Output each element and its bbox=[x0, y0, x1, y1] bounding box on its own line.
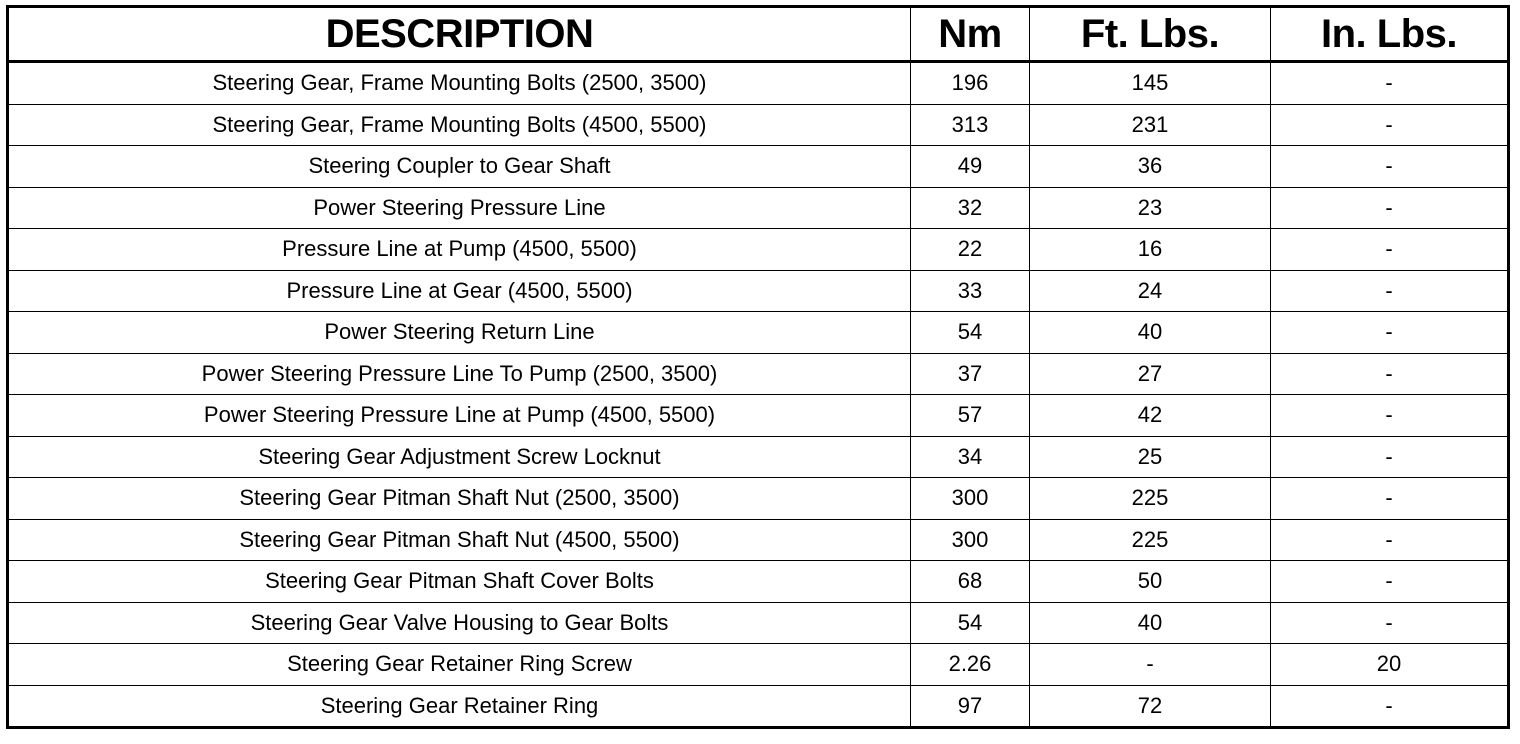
cell-nm: 32 bbox=[911, 187, 1030, 229]
cell-description: Steering Gear Pitman Shaft Nut (4500, 5500) bbox=[8, 519, 911, 561]
table-row bbox=[8, 104, 1509, 146]
table-row bbox=[8, 395, 1509, 437]
table-row bbox=[8, 644, 1509, 686]
cell-ft-lbs: 50 bbox=[1030, 561, 1271, 603]
cell-ft-lbs: 225 bbox=[1030, 478, 1271, 520]
header-in-lbs: In. Lbs. bbox=[1271, 7, 1509, 62]
cell-ft-lbs: 72 bbox=[1030, 685, 1271, 728]
cell-in-lbs: - bbox=[1271, 561, 1509, 603]
cell-description: Steering Gear Pitman Shaft Cover Bolts bbox=[8, 561, 911, 603]
cell-in-lbs: - bbox=[1271, 685, 1509, 728]
table-row bbox=[8, 312, 1509, 354]
cell-ft-lbs: 27 bbox=[1030, 353, 1271, 395]
cell-in-lbs: - bbox=[1271, 62, 1509, 105]
cell-ft-lbs: - bbox=[1030, 644, 1271, 686]
cell-ft-lbs: 231 bbox=[1030, 104, 1271, 146]
cell-in-lbs: - bbox=[1271, 436, 1509, 478]
cell-nm: 300 bbox=[911, 519, 1030, 561]
table-row bbox=[8, 62, 1509, 105]
cell-nm: 54 bbox=[911, 312, 1030, 354]
cell-description: Power Steering Pressure Line To Pump (2500, 3500) bbox=[8, 353, 911, 395]
cell-description: Steering Gear, Frame Mounting Bolts (2500, 3500) bbox=[8, 62, 911, 105]
cell-in-lbs: - bbox=[1271, 312, 1509, 354]
cell-ft-lbs: 42 bbox=[1030, 395, 1271, 437]
cell-nm: 22 bbox=[911, 229, 1030, 271]
cell-in-lbs: - bbox=[1271, 602, 1509, 644]
table-row bbox=[8, 602, 1509, 644]
cell-description: Steering Gear Adjustment Screw Locknut bbox=[8, 436, 911, 478]
cell-nm: 2.26 bbox=[911, 644, 1030, 686]
cell-in-lbs: - bbox=[1271, 519, 1509, 561]
table-row bbox=[8, 229, 1509, 271]
table-row bbox=[8, 436, 1509, 478]
cell-description: Steering Gear Retainer Ring bbox=[8, 685, 911, 728]
cell-nm: 97 bbox=[911, 685, 1030, 728]
cell-nm: 54 bbox=[911, 602, 1030, 644]
cell-ft-lbs: 145 bbox=[1030, 62, 1271, 105]
cell-description: Steering Coupler to Gear Shaft bbox=[8, 146, 911, 188]
cell-in-lbs: 20 bbox=[1271, 644, 1509, 686]
cell-in-lbs: - bbox=[1271, 270, 1509, 312]
cell-in-lbs: - bbox=[1271, 104, 1509, 146]
cell-description: Steering Gear Retainer Ring Screw bbox=[8, 644, 911, 686]
cell-description: Power Steering Pressure Line bbox=[8, 187, 911, 229]
cell-nm: 196 bbox=[911, 62, 1030, 105]
table-row bbox=[8, 187, 1509, 229]
cell-nm: 300 bbox=[911, 478, 1030, 520]
cell-in-lbs: - bbox=[1271, 353, 1509, 395]
cell-nm: 34 bbox=[911, 436, 1030, 478]
header-nm: Nm bbox=[911, 7, 1030, 62]
cell-description: Pressure Line at Pump (4500, 5500) bbox=[8, 229, 911, 271]
cell-ft-lbs: 40 bbox=[1030, 602, 1271, 644]
cell-nm: 49 bbox=[911, 146, 1030, 188]
table-row bbox=[8, 685, 1509, 728]
cell-description: Power Steering Return Line bbox=[8, 312, 911, 354]
header-row bbox=[8, 7, 1509, 62]
table-row bbox=[8, 270, 1509, 312]
cell-description: Steering Gear Valve Housing to Gear Bolts bbox=[8, 602, 911, 644]
table-row bbox=[8, 146, 1509, 188]
cell-in-lbs: - bbox=[1271, 229, 1509, 271]
cell-in-lbs: - bbox=[1271, 395, 1509, 437]
header-ft-lbs: Ft. Lbs. bbox=[1030, 7, 1271, 62]
table-row bbox=[8, 519, 1509, 561]
cell-in-lbs: - bbox=[1271, 187, 1509, 229]
cell-description: Steering Gear Pitman Shaft Nut (2500, 3500) bbox=[8, 478, 911, 520]
cell-ft-lbs: 24 bbox=[1030, 270, 1271, 312]
cell-in-lbs: - bbox=[1271, 478, 1509, 520]
cell-ft-lbs: 225 bbox=[1030, 519, 1271, 561]
cell-nm: 313 bbox=[911, 104, 1030, 146]
torque-spec-table bbox=[6, 5, 1510, 729]
cell-nm: 37 bbox=[911, 353, 1030, 395]
cell-ft-lbs: 23 bbox=[1030, 187, 1271, 229]
cell-nm: 33 bbox=[911, 270, 1030, 312]
cell-nm: 68 bbox=[911, 561, 1030, 603]
cell-ft-lbs: 36 bbox=[1030, 146, 1271, 188]
cell-ft-lbs: 40 bbox=[1030, 312, 1271, 354]
header-description: DESCRIPTION bbox=[8, 7, 911, 62]
table-row bbox=[8, 478, 1509, 520]
cell-description: Steering Gear, Frame Mounting Bolts (4500, 5500) bbox=[8, 104, 911, 146]
cell-description: Pressure Line at Gear (4500, 5500) bbox=[8, 270, 911, 312]
table-body bbox=[8, 62, 1509, 728]
table-row bbox=[8, 353, 1509, 395]
cell-ft-lbs: 25 bbox=[1030, 436, 1271, 478]
cell-description: Power Steering Pressure Line at Pump (4500, 5500) bbox=[8, 395, 911, 437]
cell-ft-lbs: 16 bbox=[1030, 229, 1271, 271]
table-row bbox=[8, 561, 1509, 603]
cell-in-lbs: - bbox=[1271, 146, 1509, 188]
cell-nm: 57 bbox=[911, 395, 1030, 437]
